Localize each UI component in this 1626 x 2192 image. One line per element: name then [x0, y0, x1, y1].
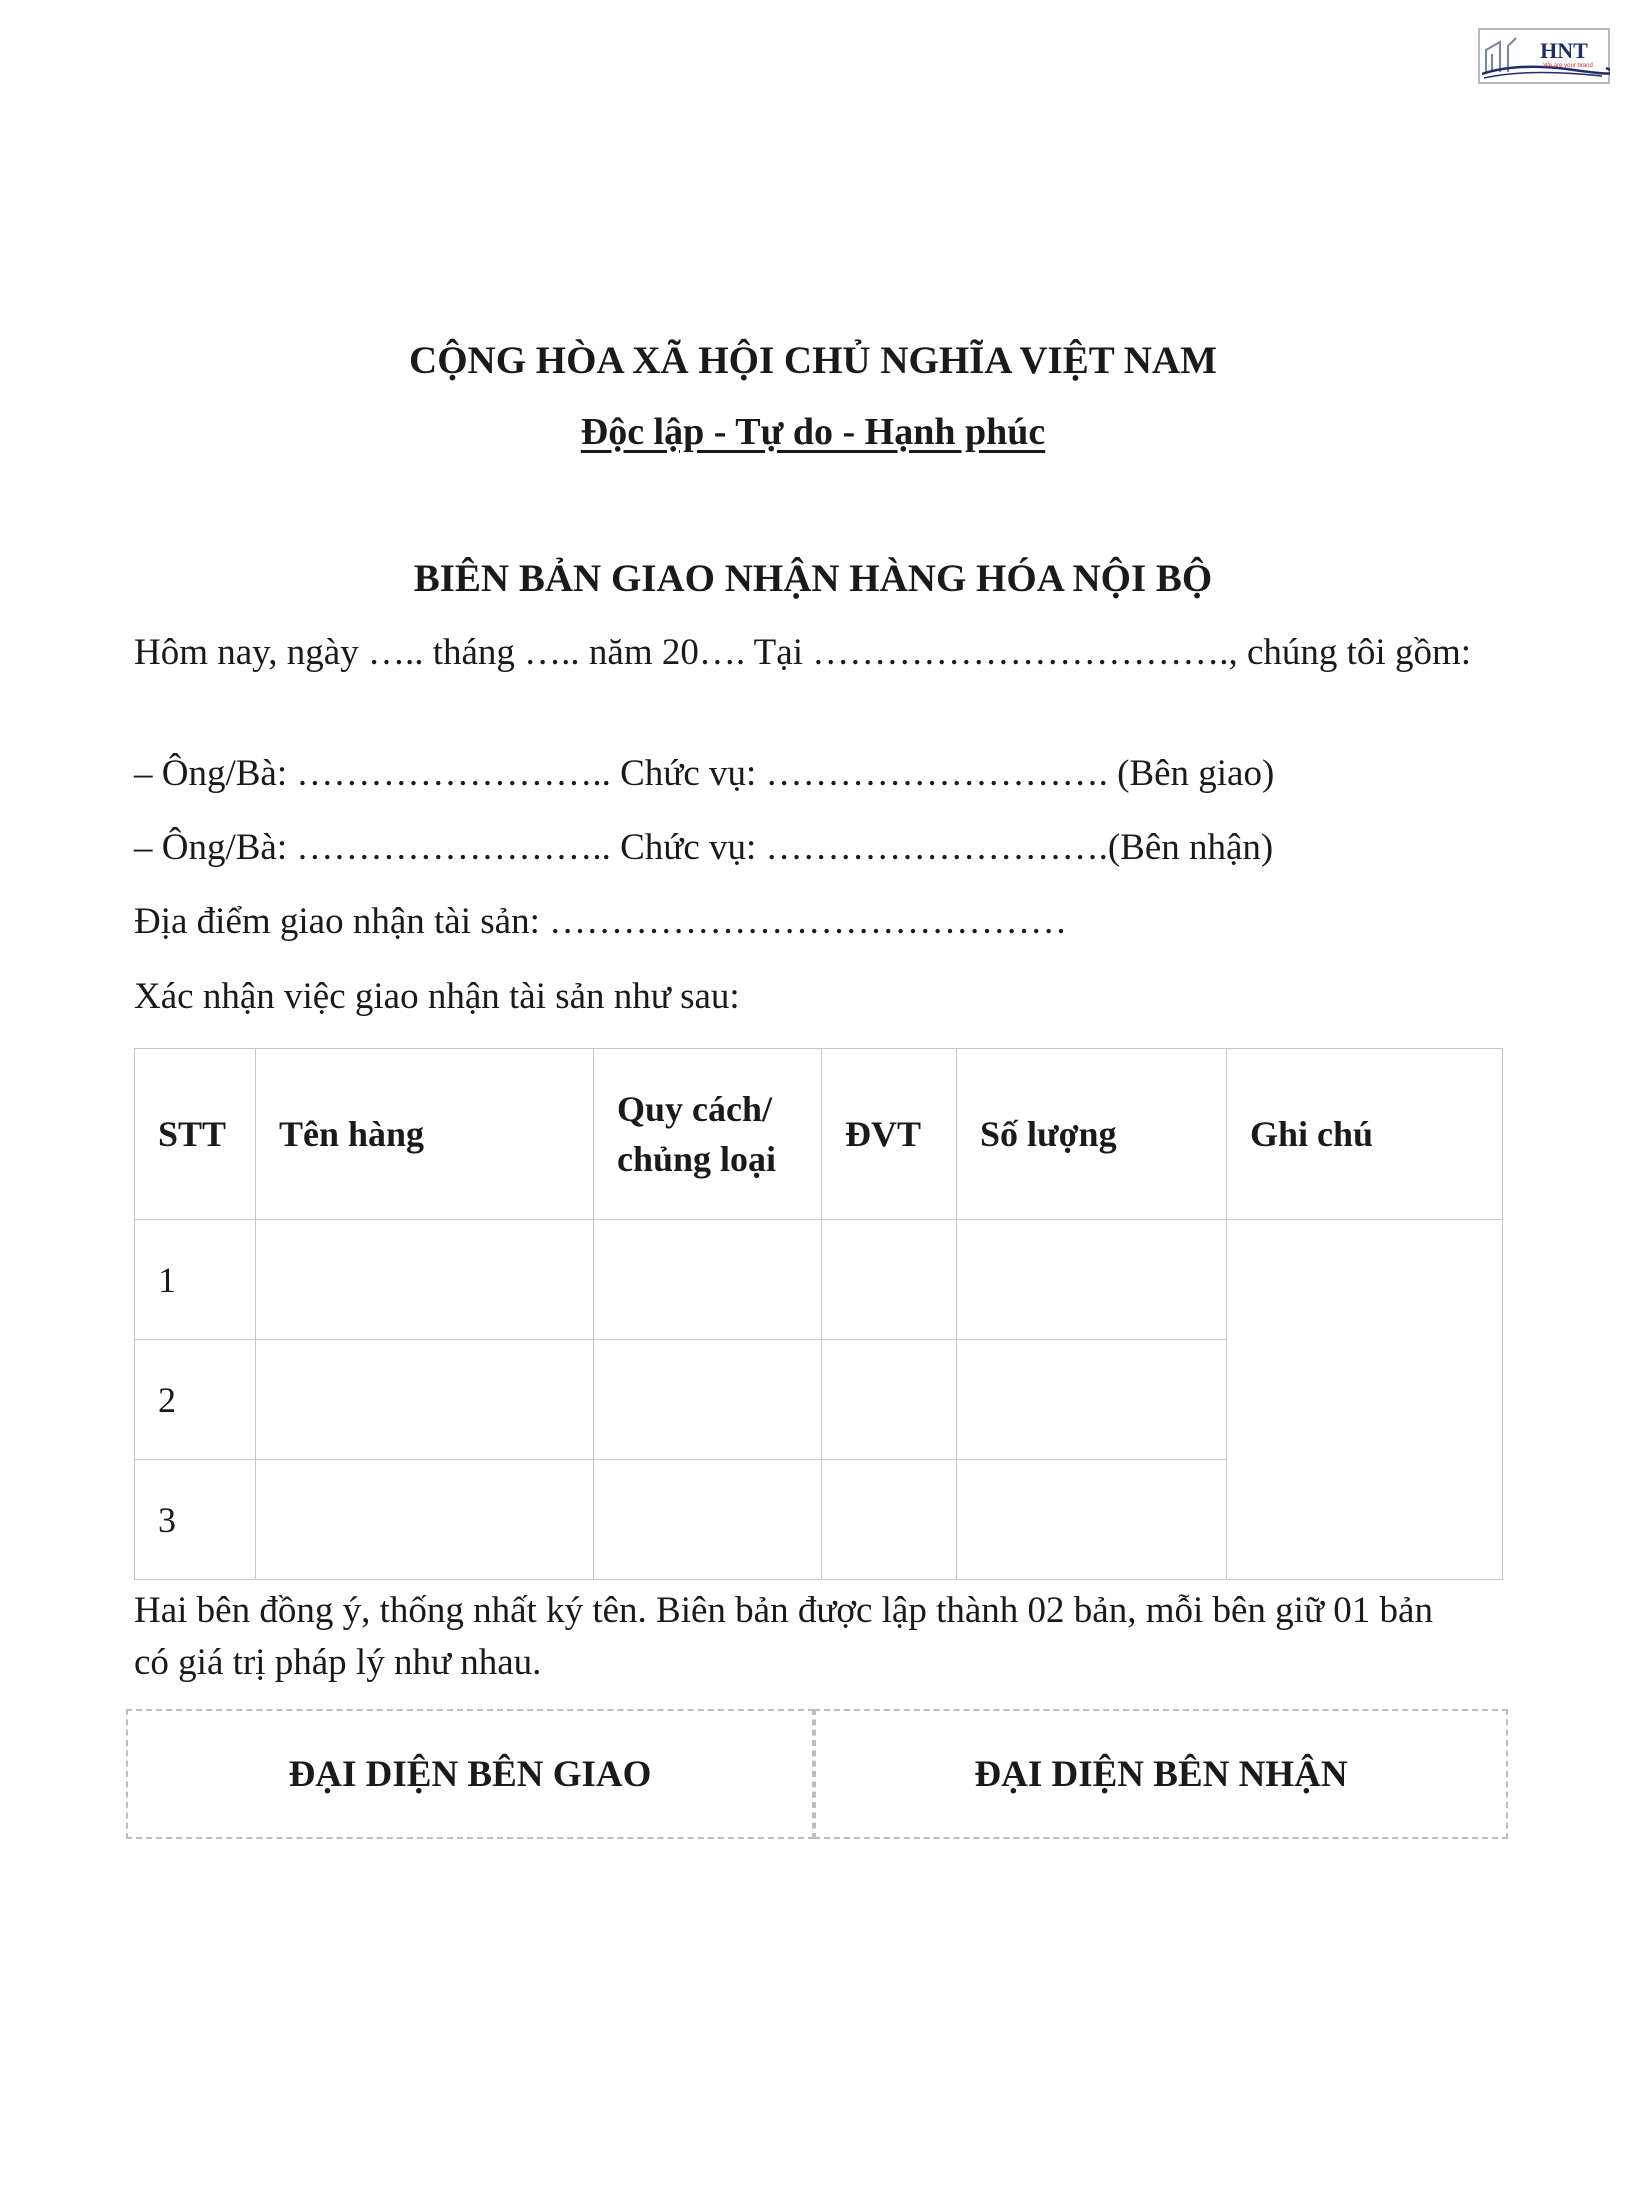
logo-tagline: We are your brand [1543, 63, 1593, 69]
cell-so-luong[interactable] [957, 1220, 1227, 1340]
party-giao-line: – Ông/Bà: …………………….. Chức vụ: ………………………. (Bên giao) [134, 753, 1275, 794]
cell-ten-hang[interactable] [256, 1220, 594, 1340]
header-stt: STT [135, 1049, 256, 1220]
cell-stt: 2 [135, 1340, 256, 1460]
header-dvt: ĐVT [822, 1049, 957, 1220]
confirm-line: Xác nhận việc giao nhận tài sản như sau: [134, 976, 740, 1017]
cell-so-luong[interactable] [957, 1460, 1227, 1580]
cell-so-luong[interactable] [957, 1340, 1227, 1460]
cell-quy-cach[interactable] [594, 1220, 822, 1340]
header-quy-cach: Quy cách/ chủng loại [594, 1049, 822, 1220]
header-ten-hang: Tên hàng [256, 1049, 594, 1220]
header-so-luong: Số lượng [957, 1049, 1227, 1220]
cell-quy-cach[interactable] [594, 1340, 822, 1460]
table-header-row [135, 1049, 1503, 1220]
party-nhan-line: – Ông/Bà: …………………….. Chức vụ: ……………………….(Bên nhận) [134, 827, 1274, 868]
goods-table [134, 1048, 1503, 1580]
header-ghi-chu: Ghi chú [1227, 1049, 1503, 1220]
signature-box-nhan [814, 1709, 1508, 1839]
document-title: BIÊN BẢN GIAO NHẬN HÀNG HÓA NỘI BỘ [413, 557, 1213, 600]
signature-label-nhan: ĐẠI DIỆN BÊN NHẬN [974, 1753, 1348, 1795]
location-line: Địa điểm giao nhận tài sản: …………………………………… [134, 901, 1068, 942]
cell-ghi-chu[interactable] [1227, 1220, 1503, 1580]
motto-heading [0, 410, 1626, 454]
hnt-logo [1478, 28, 1610, 84]
logo-text: HNT [1540, 38, 1588, 63]
cell-dvt[interactable] [822, 1340, 957, 1460]
closing-paragraph: Hai bên đồng ý, thống nhất ký tên. Biên bản được lập thành 02 bản, mỗi bên giữ 01 bản có giá trị pháp lý như nhau. [134, 1590, 1433, 1683]
signature-label-giao: ĐẠI DIỆN BÊN GIAO [288, 1753, 652, 1795]
cell-quy-cach[interactable] [594, 1460, 822, 1580]
intro-paragraph: Hôm nay, ngày ….. tháng ….. năm 20…. Tại ……………………………., chúng tôi gồm: [134, 632, 1472, 673]
table-row [135, 1220, 1503, 1340]
nation-heading: CỘNG HÒA XÃ HỘI CHỦ NGHĨA VIỆT NAM [409, 339, 1217, 382]
cell-ten-hang[interactable] [256, 1460, 594, 1580]
cell-dvt[interactable] [822, 1460, 957, 1580]
cell-stt: 3 [135, 1460, 256, 1580]
cell-dvt[interactable] [822, 1220, 957, 1340]
motto-text: Độc lập - Tự do - Hạnh phúc [580, 411, 1046, 453]
cell-stt: 1 [135, 1220, 256, 1340]
signature-box-giao [126, 1709, 814, 1839]
cell-ten-hang[interactable] [256, 1340, 594, 1460]
